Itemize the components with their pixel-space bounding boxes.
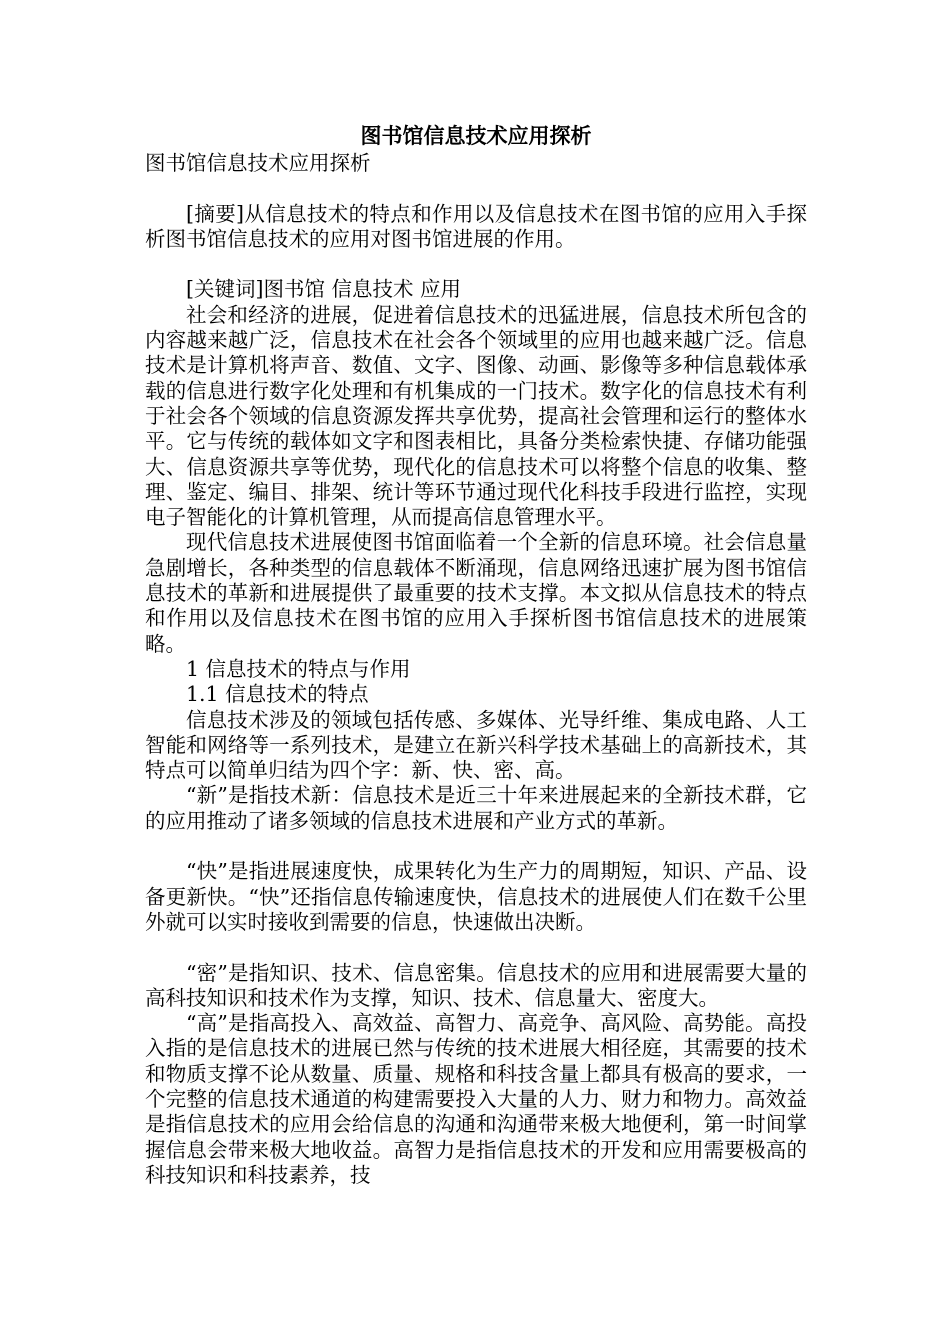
abstract-paragraph: [摘要]从信息技术的特点和作用以及信息技术在图书馆的应用入手探析图书馆信息技术的应用对图书馆进展的作用。: [145, 201, 807, 251]
blank-line: [145, 834, 807, 859]
feature-dense-paragraph: “密”是指知识、技术、信息密集。信息技术的应用和进展需要大量的高科技知识和技术作为支撑，知识、技术、信息量大、密度大。: [145, 960, 807, 1010]
feature-high-paragraph: “高”是指高投入、高效益、高智力、高竞争、高风险、高势能。高投入指的是信息技术的进展已然与传统的技术进展大相径庭，其需要的技术和物质支撑不论从数量、质量、规格和科技含量上都具有极高的要求，一个完整的信息技术通道的构建需要投入大量的人力、财力和物力。高效益是指信息技术的应用会给信息的沟通和沟通带来极大地便利，第一时间掌握信息会带来极大地收益。高智力是指信息技术的开发和应用需要极高的科技知识和科技素养，技: [145, 1011, 807, 1187]
document-title: 图书馆信息技术应用探析: [360, 123, 592, 148]
feature-new-paragraph: “新”是指技术新：信息技术是近三十年来进展起来的全新技术群，它的应用推动了诸多领域的信息技术进展和产业方式的革新。: [145, 783, 807, 833]
feature-fast-paragraph: “快”是指进展速度快，成果转化为生产力的周期短，知识、产品、设备更新快。“快”还指信息传输速度快，信息技术的进展使人们在数千公里外就可以实时接收到需要的信息，快速做出决断。: [145, 859, 807, 934]
document-page: [145, 121, 807, 1188]
section-1-1-intro: 信息技术涉及的领域包括传感、多媒体、光导纤维、集成电路、人工智能和网络等一系列技术，是建立在新兴科学技术基础上的高新技术，其特点可以简单归结为四个字：新、快、密、高。: [145, 707, 807, 783]
document-subtitle: 图书馆信息技术应用探析: [145, 151, 371, 175]
section-heading-1-1: 1.1 信息技术的特点: [186, 682, 369, 707]
blank-line: [145, 935, 807, 960]
body-paragraph-1: 社会和经济的进展，促进着信息技术的迅猛进展，信息技术所包含的内容越来越广泛，信息技术在社会各个领域里的应用也越来越广泛。信息技术是计算机将声音、数值、文字、图像、动画、影像等多种信息载体承载的信息进行数字化处理和有机集成的一门技术。数字化的信息技术有利于社会各个领域的信息资源发挥共享优势，提高社会管理和运行的整体水平。它与传统的载体如文字和图表相比，具备分类检索快捷、存储功能强大、信息资源共享等优势，现代化的信息技术可以将整个信息的收集、整理、鉴定、编目、排架、统计等环节通过现代化科技手段进行监控，实现电子智能化的计算机管理，从而提高信息管理水平。: [145, 302, 807, 530]
body-paragraph-2: 现代信息技术进展使图书馆面临着一个全新的信息环境。社会信息量急剧增长，各种类型的信息载体不断涌现，信息网络迅速扩展为图书馆信息技术的革新和进展提供了最重要的技术支撑。本文拟从信息技术的特点和作用以及信息技术在图书馆的应用入手探析图书馆信息技术的进展策略。: [145, 530, 807, 656]
blank-line: [145, 252, 807, 277]
keywords-line: [关键词]图书馆 信息技术 应用: [186, 277, 462, 302]
section-heading-1: 1 信息技术的特点与作用: [186, 656, 411, 681]
blank-line: [145, 176, 807, 201]
